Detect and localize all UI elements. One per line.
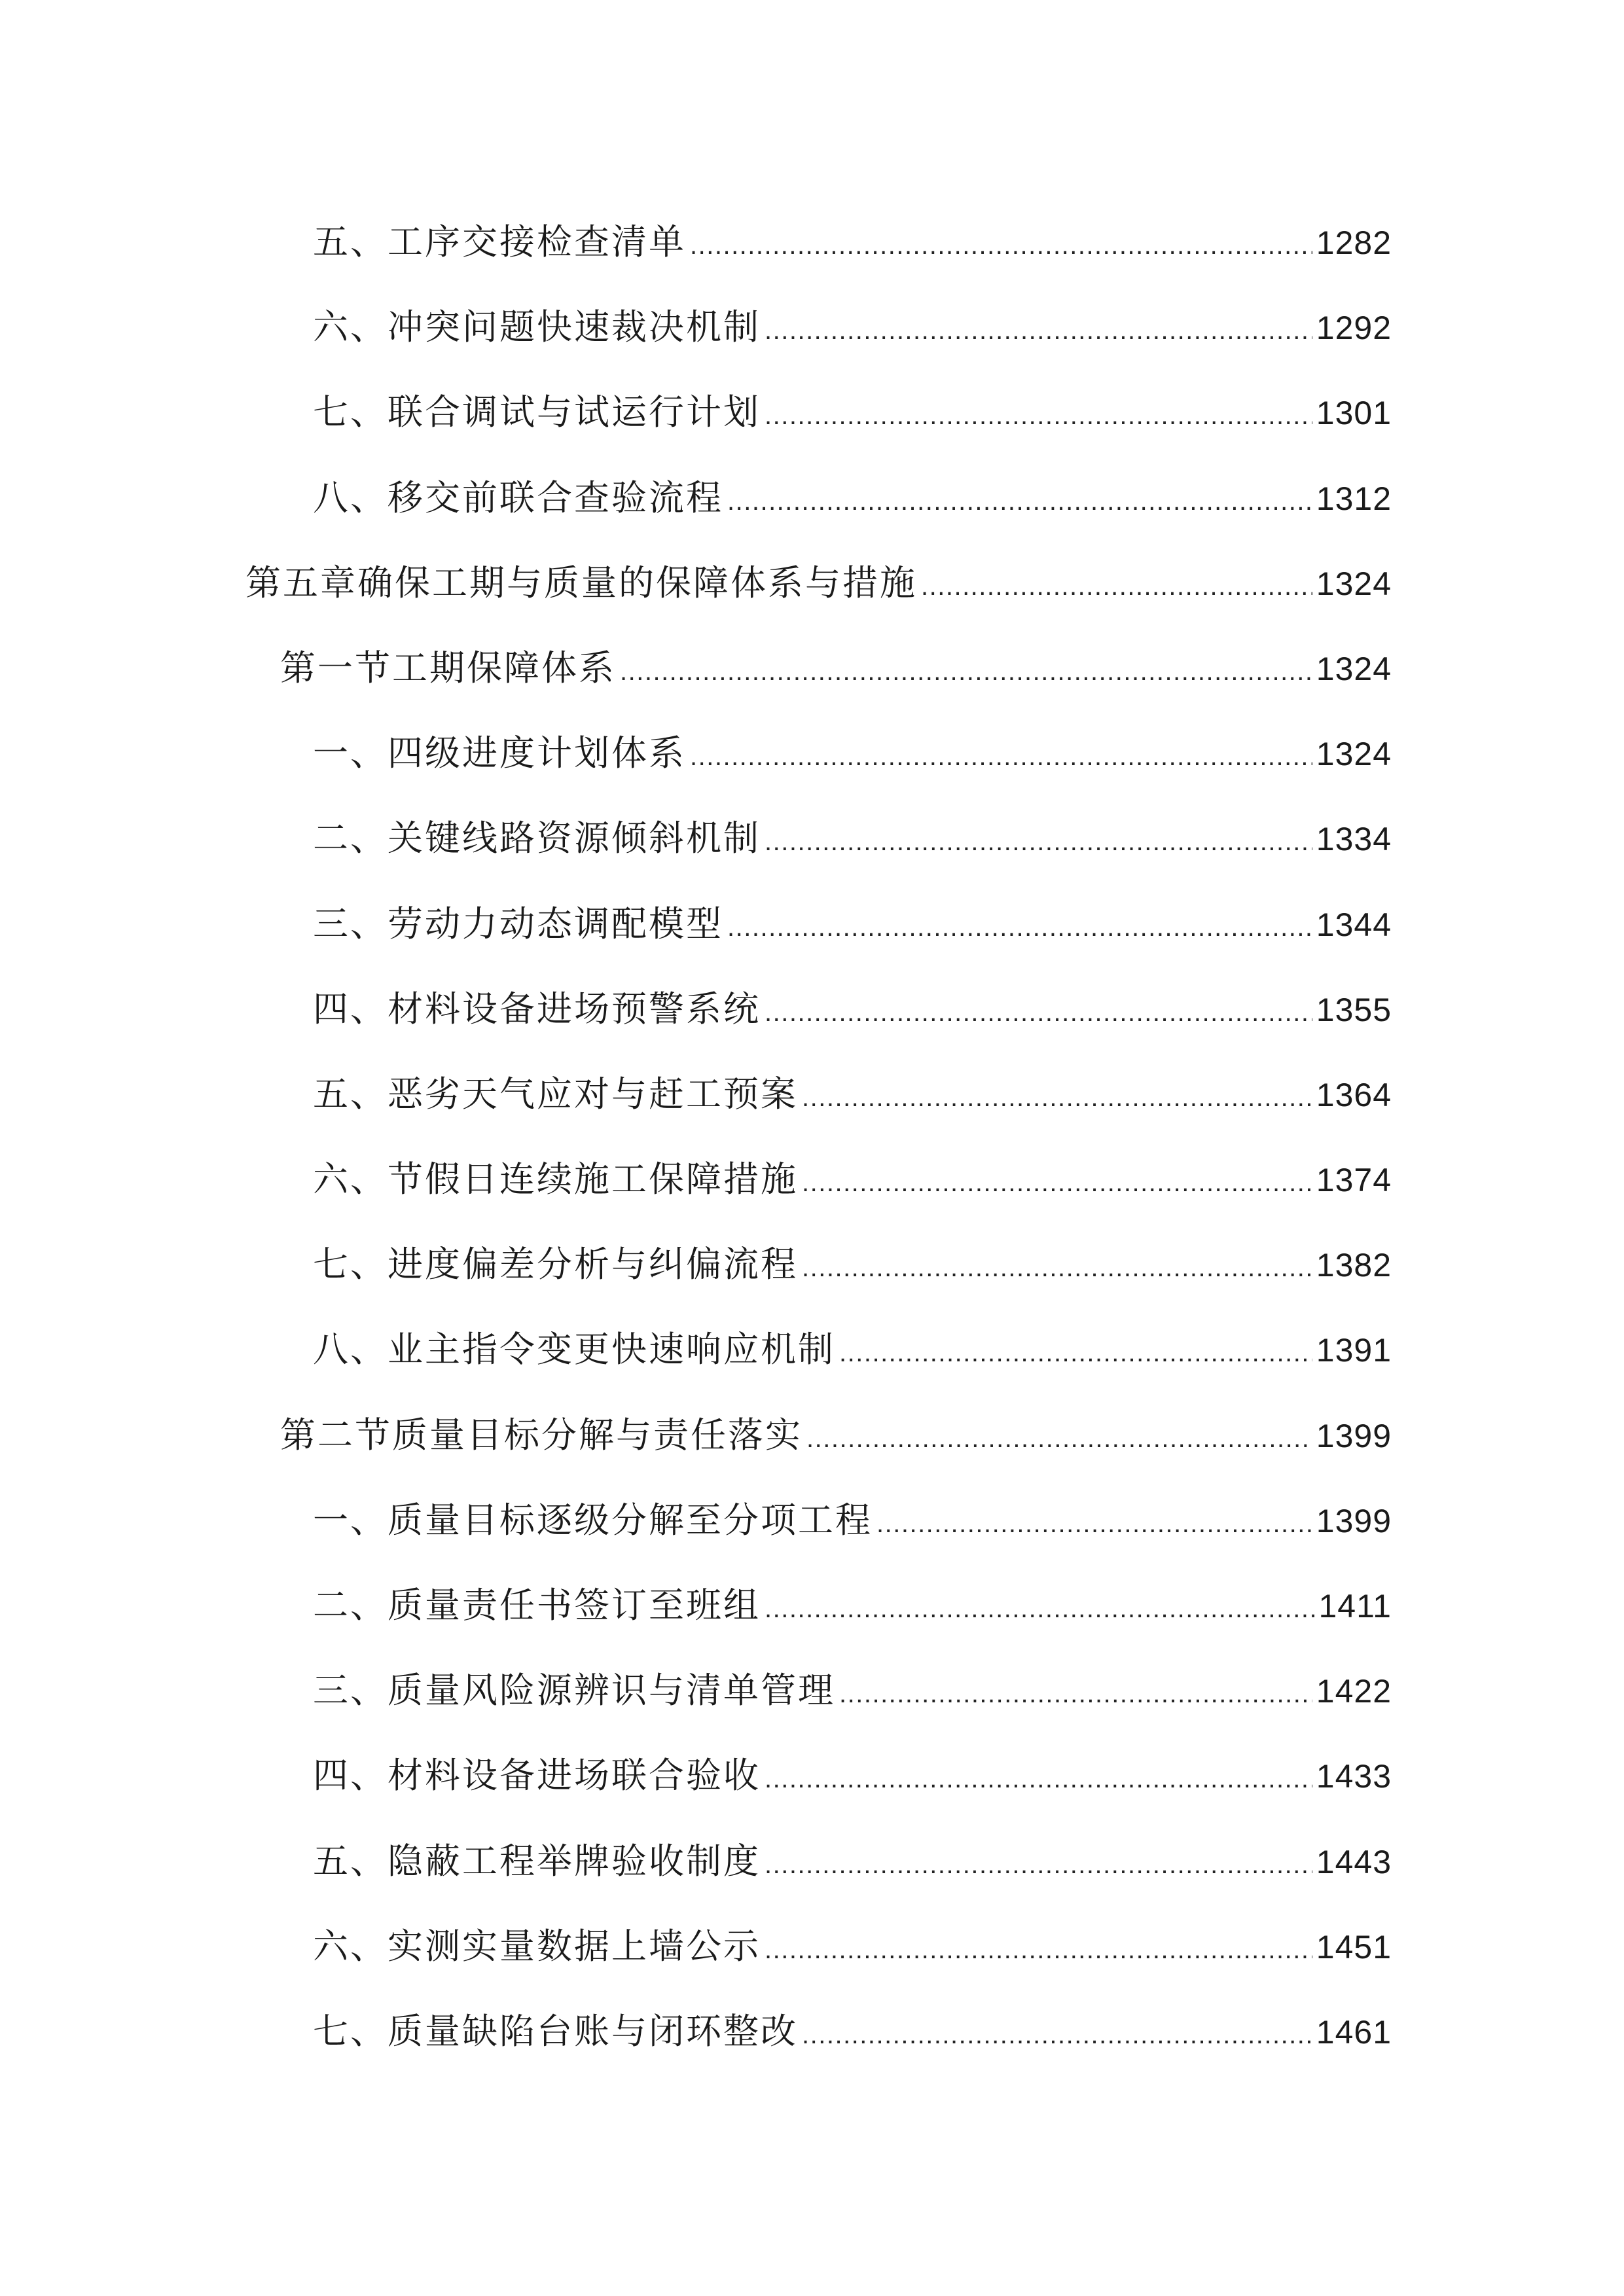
- toc-entry[interactable]: [0, 1999, 1624, 2084]
- toc-dot-leader: [765, 1832, 1312, 1897]
- toc-dot-leader: [802, 1065, 1312, 1130]
- toc-dot-leader: [727, 895, 1312, 960]
- toc-dot-leader: [765, 1576, 1314, 1641]
- toc-entry-page: 1382: [1316, 1247, 1392, 1284]
- toc-entry[interactable]: [0, 1658, 1624, 1743]
- toc-entry[interactable]: [0, 295, 1624, 380]
- toc-section-entry[interactable]: [0, 1403, 1624, 1488]
- toc-entry-page: 1374: [1316, 1162, 1392, 1199]
- toc-entry[interactable]: [0, 209, 1624, 295]
- toc-entry-page: 1391: [1316, 1332, 1392, 1369]
- toc-entry-page: 1355: [1316, 991, 1392, 1028]
- toc-entry[interactable]: [0, 1062, 1624, 1147]
- table-of-contents: [0, 209, 1624, 2084]
- toc-entry-title: 三、劳动力动态调配模型: [313, 903, 723, 944]
- toc-dot-leader: [690, 213, 1312, 278]
- toc-entry-page: 1324: [1316, 565, 1392, 602]
- toc-dot-leader: [921, 554, 1312, 619]
- toc-dot-leader: [727, 469, 1312, 534]
- toc-entry[interactable]: [0, 977, 1624, 1062]
- toc-entry-title: 一、四级进度计划体系: [313, 732, 686, 774]
- toc-entry-page: 1301: [1316, 395, 1392, 432]
- toc-entry[interactable]: [0, 380, 1624, 465]
- toc-dot-leader: [765, 980, 1312, 1045]
- toc-dot-leader: [765, 383, 1312, 448]
- toc-entry-page: 1399: [1316, 1502, 1392, 1539]
- toc-entry[interactable]: [0, 721, 1624, 806]
- toc-entry-page: 1324: [1316, 650, 1392, 687]
- toc-entry-title: 二、关键线路资源倾斜机制: [313, 817, 761, 859]
- toc-entry-title: 二、质量责任书签订至班组: [313, 1585, 761, 1626]
- toc-dot-leader: [765, 1917, 1312, 1982]
- toc-dot-leader: [876, 1491, 1312, 1556]
- toc-entry-title: 一、质量目标逐级分解至分项工程: [313, 1499, 873, 1541]
- toc-entry-page: 1282: [1316, 224, 1392, 261]
- toc-chapter-entry[interactable]: [0, 550, 1624, 636]
- toc-dot-leader: [839, 1320, 1312, 1386]
- toc-entry[interactable]: [0, 1829, 1624, 1914]
- toc-entry-title: 七、进度偏差分析与纠偏流程: [313, 1244, 798, 1285]
- toc-entry[interactable]: [0, 1743, 1624, 1828]
- toc-dot-leader: [802, 1235, 1312, 1300]
- toc-entry-page: 1334: [1316, 821, 1392, 858]
- toc-entry-title: 八、移交前联合查验流程: [313, 476, 723, 518]
- toc-entry[interactable]: [0, 1573, 1624, 1658]
- toc-entry-title: 第一节工期保障体系: [280, 647, 616, 689]
- toc-entry-title: 五、隐蔽工程举牌验收制度: [313, 1840, 761, 1882]
- toc-entry-page: 1433: [1316, 1758, 1392, 1795]
- toc-entry-title: 三、质量风险源辨识与清单管理: [313, 1670, 835, 1712]
- toc-dot-leader: [802, 2002, 1312, 2068]
- toc-dot-leader: [802, 1150, 1312, 1215]
- toc-entry-title: 七、联合调试与试运行计划: [313, 391, 761, 433]
- toc-entry-page: 1443: [1316, 1843, 1392, 1880]
- toc-entry-title: 五、恶劣天气应对与赶工预案: [313, 1073, 798, 1115]
- toc-entry-title: 五、工序交接检查清单: [313, 221, 686, 262]
- toc-entry[interactable]: [0, 1232, 1624, 1317]
- toc-entry-page: 1364: [1316, 1076, 1392, 1113]
- toc-dot-leader: [765, 298, 1312, 363]
- toc-entry-page: 1422: [1316, 1673, 1392, 1710]
- toc-entry-title: 六、节假日连续施工保障措施: [313, 1158, 798, 1200]
- toc-dot-leader: [765, 1746, 1312, 1812]
- toc-entry-title: 七、质量缺陷台账与闭环整改: [313, 2010, 798, 2052]
- toc-entry[interactable]: [0, 1147, 1624, 1232]
- toc-entry[interactable]: [0, 1317, 1624, 1402]
- toc-entry-title: 六、冲突问题快速裁决机制: [313, 306, 761, 348]
- toc-entry[interactable]: [0, 465, 1624, 550]
- toc-entry-page: 1344: [1316, 906, 1392, 943]
- toc-entry-title: 第五章确保工期与质量的保障体系与措施: [245, 562, 917, 603]
- toc-entry-page: 1451: [1316, 1928, 1392, 1965]
- toc-entry-title: 四、材料设备进场预警系统: [313, 988, 761, 1030]
- toc-section-entry[interactable]: [0, 636, 1624, 721]
- toc-entry[interactable]: [0, 806, 1624, 891]
- toc-dot-leader: [690, 724, 1312, 789]
- toc-dot-leader: [620, 639, 1312, 704]
- toc-entry-title: 八、业主指令变更快速响应机制: [313, 1329, 835, 1371]
- toc-entry-page: 1399: [1316, 1417, 1392, 1454]
- toc-entry[interactable]: [0, 891, 1624, 977]
- toc-entry-page: 1461: [1316, 2013, 1392, 2051]
- toc-dot-leader: [806, 1406, 1312, 1471]
- toc-entry-title: 四、材料设备进场联合验收: [313, 1755, 761, 1797]
- toc-dot-leader: [765, 809, 1312, 874]
- toc-entry-page: 1312: [1316, 480, 1392, 517]
- toc-entry-page: 1411: [1318, 1588, 1392, 1624]
- toc-entry-title: 第二节质量目标分解与责任落实: [280, 1414, 803, 1456]
- toc-entry-page: 1292: [1316, 310, 1392, 347]
- toc-entry[interactable]: [0, 1914, 1624, 1999]
- toc-entry[interactable]: [0, 1488, 1624, 1573]
- toc-entry-title: 六、实测实量数据上墙公示: [313, 1925, 761, 1967]
- toc-entry-page: 1324: [1316, 736, 1392, 773]
- toc-dot-leader: [839, 1661, 1312, 1727]
